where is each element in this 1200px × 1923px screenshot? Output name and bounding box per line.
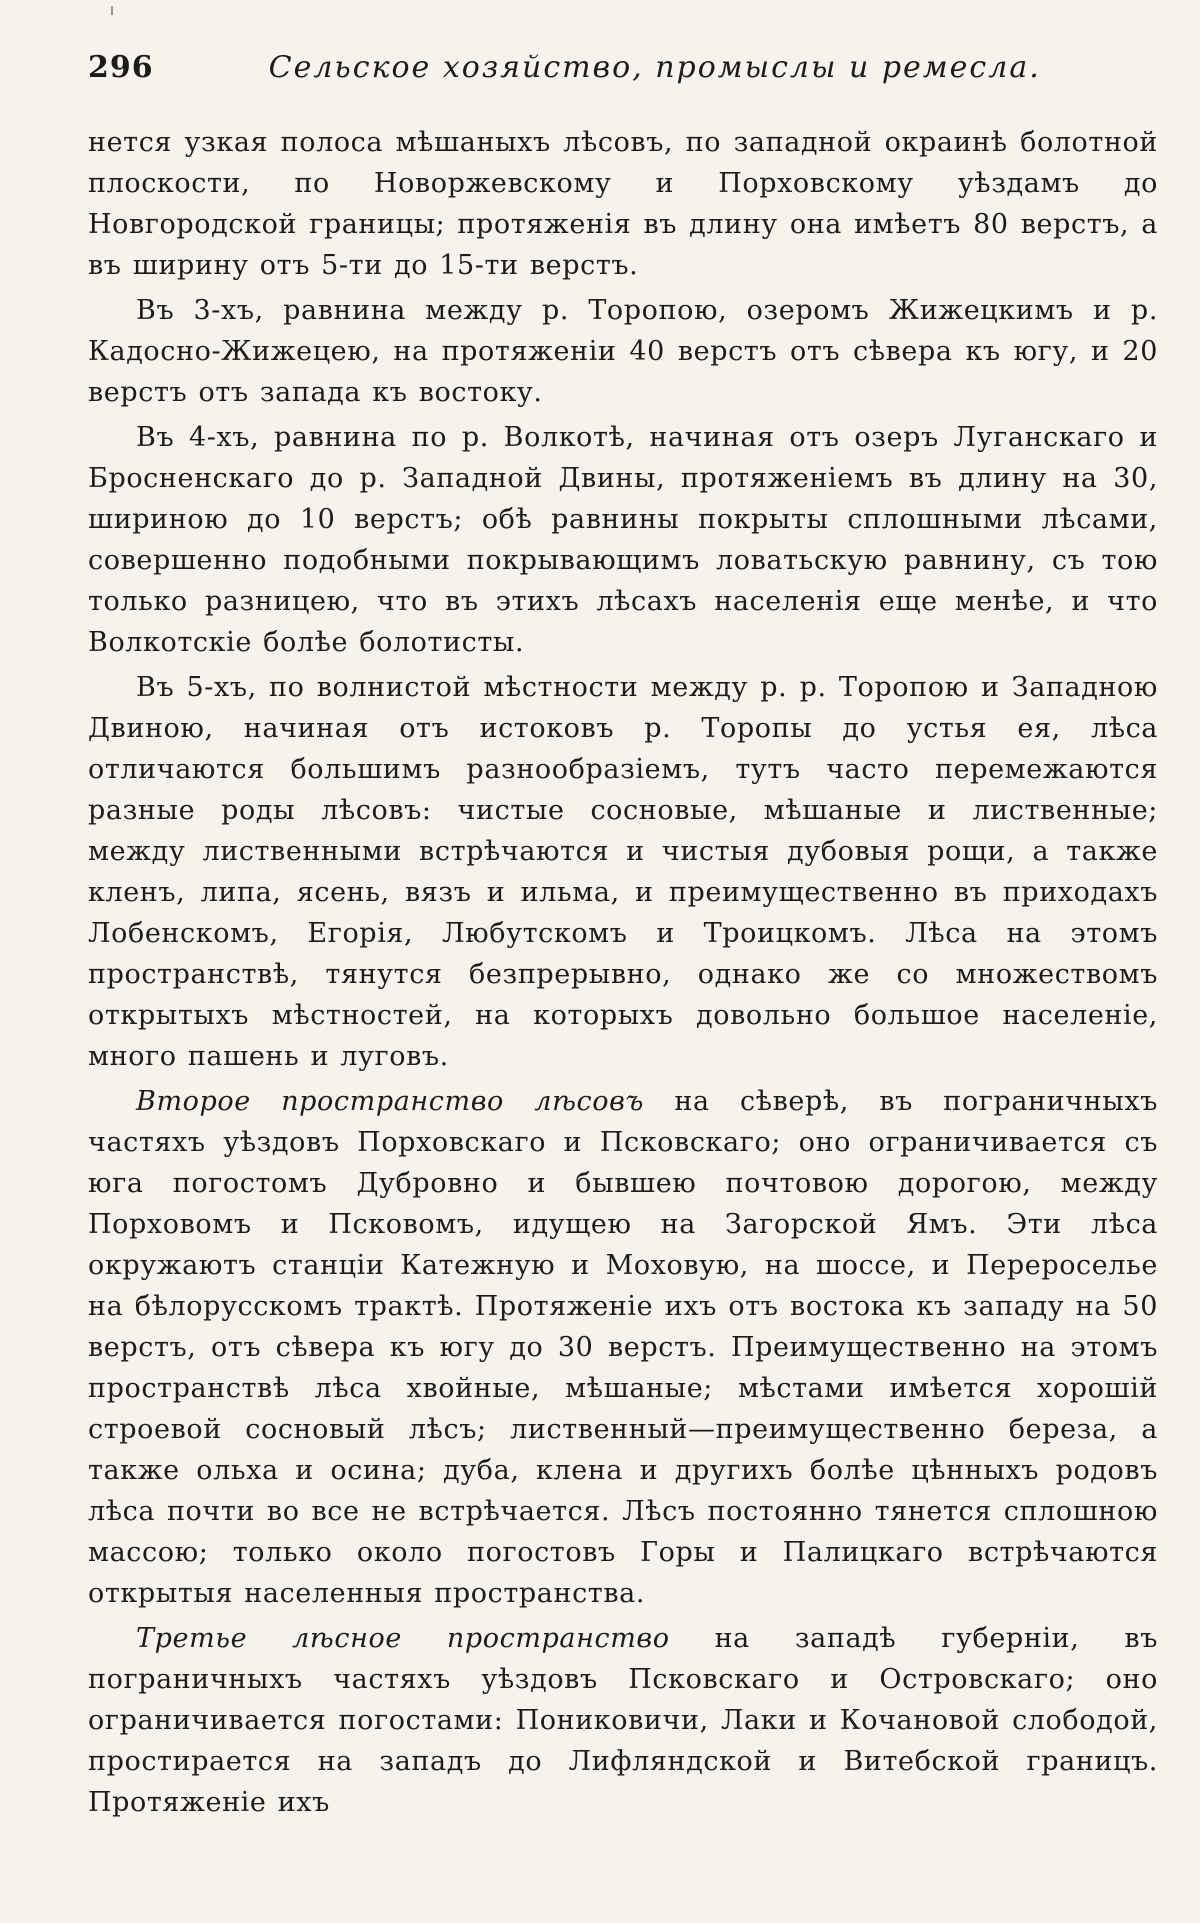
paragraph-3 <box>88 417 1158 663</box>
paragraph-2 <box>88 290 1158 413</box>
print-mark <box>111 6 113 15</box>
paragraph-1 <box>88 122 1158 286</box>
body-text <box>88 122 1158 1823</box>
paragraph-lead: Третье лѣсное пространство <box>136 1623 670 1654</box>
paragraph-5 <box>88 1081 1158 1614</box>
paragraph-text: Въ 5-хъ, по волнистой мѣстности между р. р. Торопою и Западною Двиною, начиная отъ истоковъ р. Торопы до устья ея, лѣса отличаются большимъ разнообразіемъ, тутъ часто перемежаются разные роды лѣсовъ: чистые сосновые, мѣшаные и лиственные; между лиственными встрѣчаются и чистыя дубовыя рощи, а также кленъ, липа, ясень, вязъ и ильма, и преимущественно въ приходахъ Лобенскомъ, Егорія, Любутскомъ и Троицкомъ. Лѣса на этомъ пространствѣ, тянутся безпрерывно, однако же со множествомъ открытыхъ мѣстностей, на которыхъ довольно большое населеніе, много пашень и луговъ. <box>88 672 1158 1072</box>
paragraph-6 <box>88 1618 1158 1823</box>
running-title: Сельское хозяйство, промыслы и ремесла. <box>268 50 1041 85</box>
paragraph-text: нется узкая полоса мѣшаныхъ лѣсовъ, по западной окраинѣ болотной плоскости, по Новоржевскому и Порховскому уѣздамъ до Новгородской границы; протяженія въ длину она имѣетъ 80 верстъ, а въ ширину отъ 5-ти до 15-ти верстъ. <box>88 127 1158 281</box>
paragraph-4 <box>88 667 1158 1077</box>
page-number: 296 <box>88 50 154 85</box>
book-page <box>88 50 1158 1827</box>
paragraph-lead: Второе пространство лѣсовъ <box>136 1086 644 1117</box>
paragraph-text: Въ 3-хъ, равнина между р. Торопою, озеромъ Жижецкимъ и р. Кадосно-Жижецею, на протяженіи 40 верстъ отъ сѣвера къ югу, и 20 верстъ отъ запада къ востоку. <box>88 295 1158 408</box>
running-header <box>88 50 1158 94</box>
paragraph-text: на сѣверѣ, въ пограничныхъ частяхъ уѣздовъ Порховскаго и Псковскаго; оно ограничивается съ юга погостомъ Дубровно и бывшею почтовою дорогою, между Порховомъ и Псковомъ, идущею на Загорской Ямъ. Эти лѣса окружаютъ станціи Катежную и Моховую, на шоссе, и Перероселье на бѣлорусскомъ трактѣ. Протяженіе ихъ отъ востока къ западу на 50 верстъ, отъ сѣвера къ югу до 30 верстъ. Преимущественно на этомъ пространствѣ лѣса хвойные, мѣшаные; мѣстами имѣется хорошій строевой сосновый лѣсъ; лиственный—преимущественно береза, а также ольха и осина; дуба, клена и другихъ болѣе цѣнныхъ родовъ лѣса почти во все не встрѣчается. Лѣсъ постоянно тянется сплошною массою; только около погостовъ Горы и Палицкаго встрѣчаются открытыя населенныя пространства. <box>88 1086 1158 1609</box>
paragraph-text: Въ 4-хъ, равнина по р. Волкотѣ, начиная отъ озеръ Луганскаго и Бросненскаго до р. Западной Двины, протяженіемъ въ длину на 30, шириною до 10 верстъ; обѣ равнины покрыты сплошными лѣсами, совершенно подобными покрывающимъ ловатьскую равнину, съ тою только разницею, что въ этихъ лѣсахъ населенія еще менѣе, и что Волкотскіе болѣе болотисты. <box>88 422 1158 658</box>
paragraph-text: на западѣ губерніи, въ пограничныхъ частяхъ уѣздовъ Псковскаго и Островскаго; оно ограничивается погостами: Пониковичи, Лаки и Кочановой слободой, простирается на западъ до Лифляндской и Витебской границъ. Протяженіе ихъ <box>88 1623 1158 1818</box>
